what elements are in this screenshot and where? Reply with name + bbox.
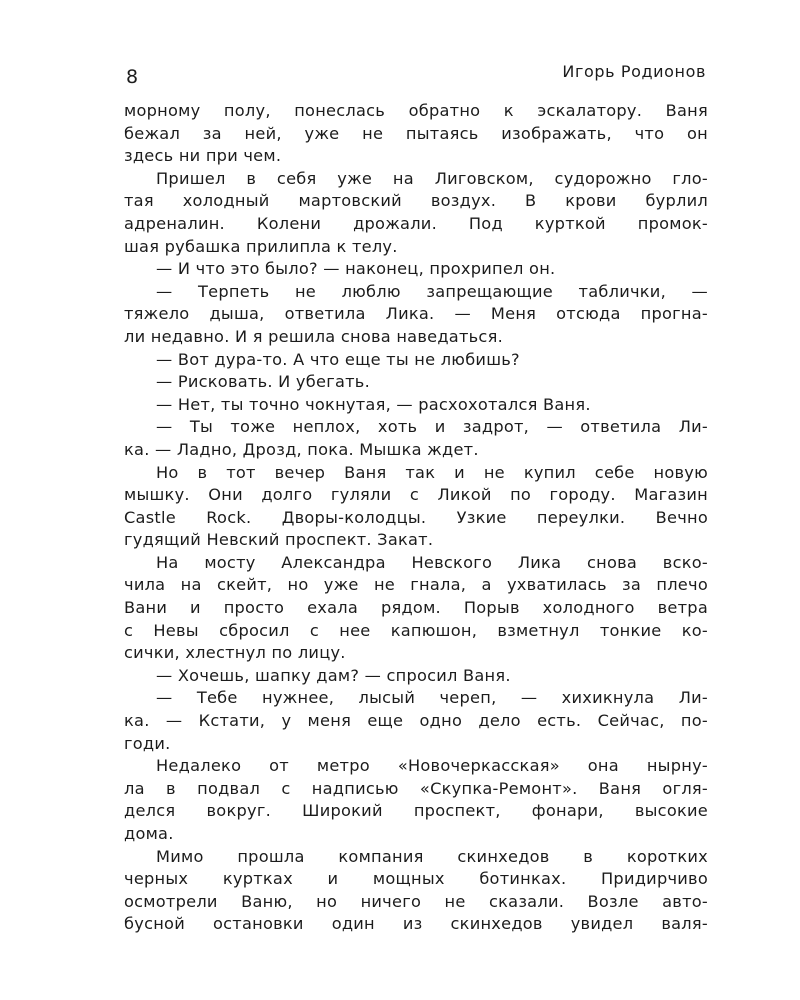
- text-line: чила на скейт, но уже не гнала, а ухватилась за плечо: [124, 575, 708, 595]
- text-line: ка. — Ладно, Дрозд, пока. Мышка ждет.: [124, 439, 479, 459]
- body-text: [124, 100, 708, 936]
- text-line: ка. — Кстати, у меня еще одно дело есть. Сейчас, по-: [124, 711, 708, 731]
- text-line: ли недавно. И я решила снова наведаться.: [124, 326, 503, 346]
- text-line: Пришел в себя уже на Лиговском, судорожно гло-: [156, 168, 708, 188]
- text-line: — Рисковать. И убегать.: [156, 372, 370, 392]
- text-line: — Нет, ты точно чокнутая, — расхохотался Ваня.: [156, 394, 591, 414]
- text-line: дома.: [124, 824, 174, 843]
- text-line: — Ты тоже неплох, хоть и задрот, — ответила Ли-: [156, 417, 708, 437]
- text-line: мышку. Они долго гуляли с Ликой по городу. Магазин: [124, 485, 708, 505]
- text-line: — Вот дура-то. А что еще ты не любишь?: [156, 349, 520, 369]
- text-line: тяжело дыша, ответила Лика. — Меня отсюда прогна-: [124, 304, 708, 324]
- running-head-author: Игорь Родионов: [562, 62, 706, 81]
- text-line: Недалеко от метро «Новочеркасская» она нырну-: [156, 756, 708, 776]
- text-line: шая рубашка прилипла к телу.: [124, 236, 398, 256]
- text-line: — И что это было? — наконец, прохрипел он.: [156, 259, 556, 279]
- text-line: морному полу, понеслась обратно к эскалатору. Ваня: [124, 101, 708, 120]
- text-line: здесь ни при чем.: [124, 146, 282, 166]
- text-line: Но в тот вечер Ваня так и не купил себе новую: [156, 462, 708, 482]
- text-line: бежал за ней, уже не пытаясь изображать, что он: [124, 123, 708, 143]
- text-line: адреналин. Колени дрожали. Под курткой промок-: [124, 213, 708, 233]
- text-line: На мосту Александра Невского Лика снова вско-: [156, 552, 708, 572]
- text-line: сички, хлестнул по лицу.: [124, 643, 346, 663]
- text-line: Castle Rock. Дворы-колодцы. Узкие переулки. Вечно: [124, 507, 708, 527]
- text-line: делся вокруг. Широкий проспект, фонари, высокие: [124, 801, 708, 821]
- page-number: 8: [126, 66, 139, 88]
- text-line: гудящий Невский проспект. Закат.: [124, 530, 434, 550]
- text-line: с Невы сбросил с нее капюшон, взметнул тонкие ко-: [124, 620, 708, 640]
- page-header: [124, 60, 706, 90]
- text-line: Мимо прошла компания скинхедов в коротких: [156, 846, 708, 866]
- text-line: Вани и просто ехала рядом. Порыв холодного ветра: [124, 598, 708, 618]
- text-line: — Тебе нужнее, лысый череп, — хихикнула Ли-: [156, 688, 708, 708]
- text-line: ла в подвал с надписью «Скупка-Ремонт». Ваня огля-: [124, 778, 708, 798]
- text-line: осмотрели Ваню, но ничего не сказали. Возле авто-: [124, 891, 708, 911]
- text-line: годи.: [124, 733, 171, 753]
- text-line: бусной остановки один из скинхедов увидел валя-: [124, 914, 708, 934]
- text-line: тая холодный мартовский воздух. В крови бурлил: [124, 191, 708, 211]
- text-line: черных куртках и мощных ботинках. Придирчиво: [124, 869, 708, 889]
- text-line: — Терпеть не люблю запрещающие таблички, —: [156, 281, 708, 301]
- text-line: — Хочешь, шапку дам? — спросил Ваня.: [156, 665, 511, 685]
